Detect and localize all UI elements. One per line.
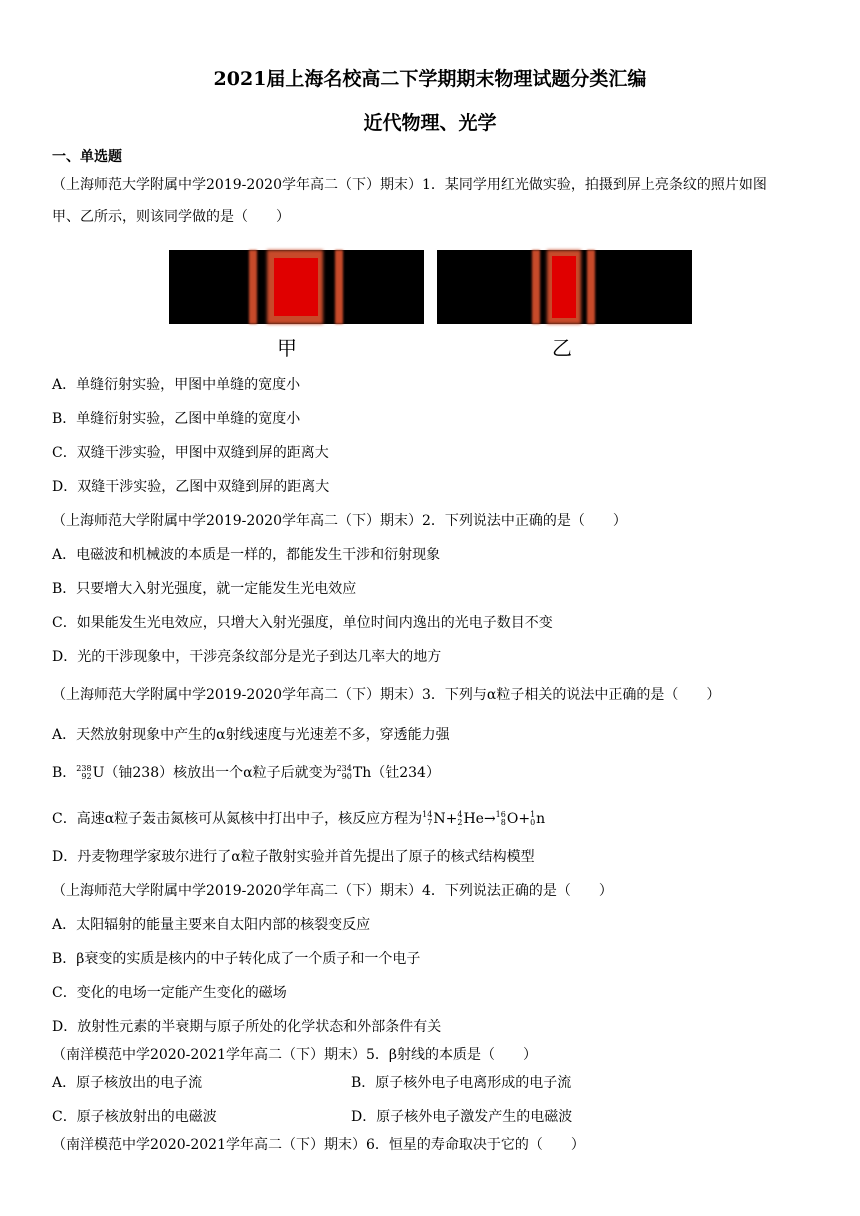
oxygen-indices <box>496 811 506 827</box>
question-2-stem: （上海师范大学附属中学2019-2020学年高二（下）期末）2．下列说法中正确的是（ ） <box>52 513 627 529</box>
question-1-option-b: B．单缝衍射实验，乙图中单缝的宽度小 <box>52 411 301 427</box>
helium-mass-number: 4 <box>457 810 463 819</box>
question-2-option-c: C．如果能发生光电效应，只增大入射光强度，单位时间内逸出的光电子数目不变 <box>52 615 553 631</box>
neutron-symbol: n <box>536 811 546 827</box>
figure-yi <box>437 250 692 324</box>
nitrogen-symbol: N <box>433 811 446 827</box>
question-1-stem-line2: 甲、乙所示，则该同学做的是（ ） <box>52 209 290 225</box>
figure-jia-central-core <box>274 258 318 316</box>
figure-jia <box>169 250 424 324</box>
question-1-option-a: A．单缝衍射实验，甲图中单缝的宽度小 <box>52 377 301 393</box>
oxygen-atomic-number: 8 <box>500 818 506 827</box>
thorium-mass-number: 234 <box>336 764 352 773</box>
document-title: 2021届上海名校高二下学期期末物理试题分类汇编 <box>213 68 647 90</box>
thorium-atomic-number: 90 <box>341 772 352 781</box>
helium-symbol: He <box>463 811 484 827</box>
oxygen-symbol: O <box>506 811 519 827</box>
oxygen-mass-number: 16 <box>495 810 506 819</box>
uranium-atomic-number: 92 <box>81 772 92 781</box>
figure-yi-fringe-left <box>532 250 540 324</box>
section-heading: 一、单选题 <box>52 149 122 165</box>
figure-yi-fringe-right <box>587 250 595 324</box>
question-5-option-c: C．原子核放射出的电磁波 <box>52 1109 217 1125</box>
uranium-mass-number: 238 <box>76 764 92 773</box>
neutron-indices <box>530 811 535 827</box>
option-b-suffix: （钍234） <box>371 765 440 781</box>
option-c-text: C．高速α粒子轰击氮核可从氮核中打出中子，核反应方程为 <box>52 811 423 827</box>
question-4-option-c: C．变化的电场一定能产生变化的磁场 <box>52 985 287 1001</box>
question-2-option-b: B．只要增大入射光强度，就一定能发生光电效应 <box>52 581 357 597</box>
option-b-mid: （铀238）核放出一个α粒子后就变为 <box>104 765 337 781</box>
option-b-prefix: B． <box>52 765 77 781</box>
question-2-option-d: D．光的干涉现象中，干涉亮条纹部分是光子到达几率大的地方 <box>52 649 442 665</box>
thorium-symbol: Th <box>352 765 372 781</box>
question-1-stem-line1: （上海师范大学附属中学2019-2020学年高二（下）期末）1．某同学用红光做实验，拍摄到屏上亮条纹的照片如图 <box>52 177 767 193</box>
helium-indices <box>457 811 462 827</box>
uranium-symbol: U <box>92 765 105 781</box>
uranium-nuclide-indices <box>76 765 91 781</box>
question-4-option-d: D．放射性元素的半衰期与原子所处的化学状态和外部条件有关 <box>52 1019 442 1035</box>
question-5-stem: （南洋模范中学2020-2021学年高二（下）期末）5．β射线的本质是（ ） <box>52 1047 537 1063</box>
question-5-option-a: A．原子核放出的电子流 <box>52 1075 203 1091</box>
plus-sign-2: + <box>518 811 531 827</box>
thorium-nuclide-indices <box>337 765 352 781</box>
question-3-option-d: D．丹麦物理学家玻尔进行了α粒子散射实验并首先提出了原子的核式结构模型 <box>52 849 535 865</box>
question-3-option-b <box>52 762 440 782</box>
neutron-mass-number: 1 <box>530 810 536 819</box>
question-4-option-a: A．太阳辐射的能量主要来自太阳内部的核裂变反应 <box>52 917 371 933</box>
question-6-stem: （南洋模范中学2020-2021学年高二（下）期末）6．恒星的寿命取决于它的（ ） <box>52 1137 585 1153</box>
nitrogen-mass-number: 14 <box>422 810 433 819</box>
question-3-option-a: A．天然放射现象中产生的α射线速度与光速差不多，穿透能力强 <box>52 727 450 743</box>
helium-atomic-number: 2 <box>457 818 463 827</box>
question-3-option-c <box>52 808 545 828</box>
question-2-option-a: A．电磁波和机械波的本质是一样的，都能发生干涉和衍射现象 <box>52 547 441 563</box>
question-1-option-c: C．双缝干涉实验，甲图中双缝到屏的距离大 <box>52 445 329 461</box>
figure-jia-fringe-right <box>335 250 343 324</box>
document-subtitle: 近代物理、光学 <box>363 112 497 134</box>
question-4-option-b: B．β衰变的实质是核内的中子转化成了一个质子和一个电子 <box>52 951 421 967</box>
question-4-stem: （上海师范大学附属中学2019-2020学年高二（下）期末）4．下列说法正确的是（ ） <box>52 883 613 899</box>
figure-jia-fringe-left <box>249 250 257 324</box>
reaction-arrow: → <box>483 811 496 827</box>
nitrogen-indices <box>422 811 432 827</box>
question-1-option-d: D．双缝干涉实验，乙图中双缝到屏的距离大 <box>52 479 330 495</box>
figure-jia-label: 甲 <box>277 336 297 360</box>
figure-yi-central-core <box>552 256 576 318</box>
question-5-option-d: D．原子核外电子激发产生的电磁波 <box>351 1109 573 1125</box>
neutron-atomic-number: 0 <box>530 818 536 827</box>
question-5-option-b: B．原子核外电子电离形成的电子流 <box>351 1075 572 1091</box>
nitrogen-atomic-number: 7 <box>427 818 433 827</box>
plus-sign-1: + <box>445 811 458 827</box>
figure-yi-label: 乙 <box>552 336 572 360</box>
question-3-stem: （上海师范大学附属中学2019-2020学年高二（下）期末）3．下列与α粒子相关的说法中正确的是（ ） <box>52 687 721 703</box>
